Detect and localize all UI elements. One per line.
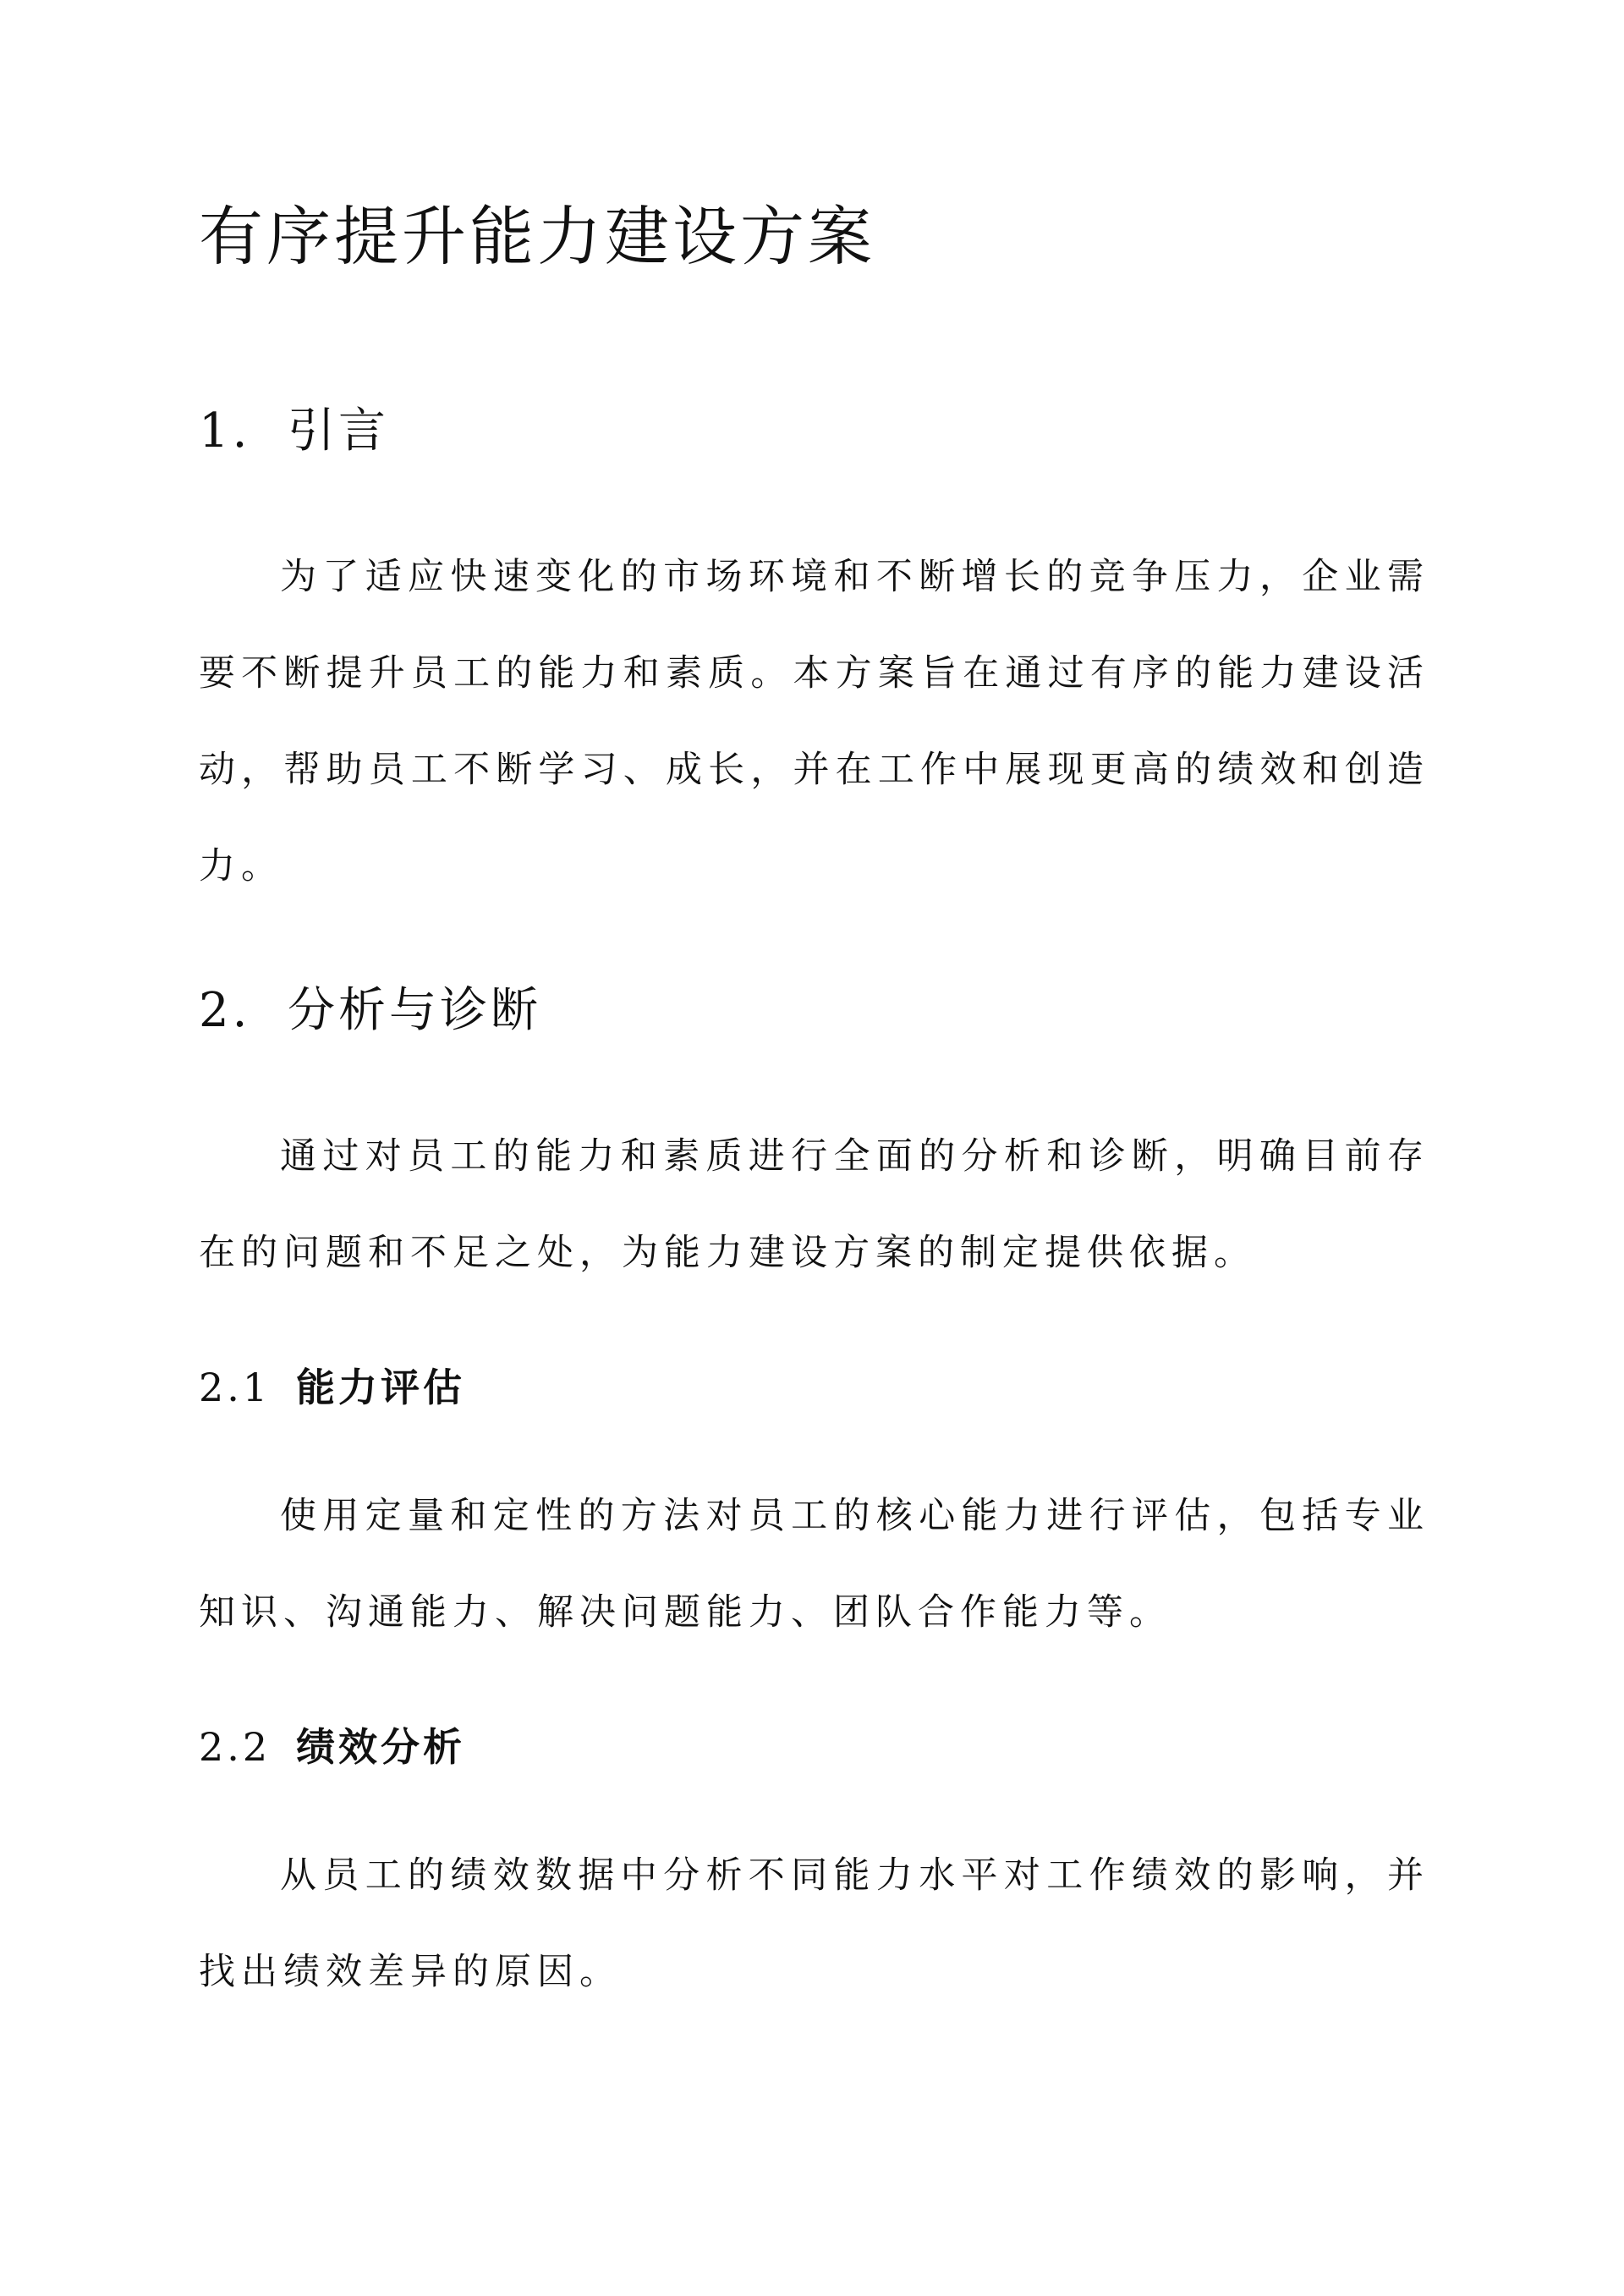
section-number: 2.: [199, 983, 251, 1038]
paragraph-analysis: 通过对员工的能力和素质进行全面的分析和诊断，明确目前存在的问题和不足之处，为能力建设方案的制定提供依据。: [199, 1135, 1429, 1274]
paragraph-introduction: 为了适应快速变化的市场环境和不断增长的竞争压力，企业需要不断提升员工的能力和素质。本方案旨在通过有序的能力建设活动，帮助员工不断学习、成长，并在工作中展现更高的绩效和创造力。: [199, 556, 1429, 887]
subsection-number: 2.2: [199, 1724, 272, 1770]
section-heading-introduction: [199, 398, 389, 465]
subsection-number: 2.1: [199, 1365, 272, 1410]
document-title: 有序提升能力建设方案: [199, 199, 875, 274]
section-title: 引言: [288, 404, 389, 459]
section-heading-analysis: [199, 977, 541, 1045]
paragraph-ability-assessment: 使用定量和定性的方法对员工的核心能力进行评估，包括专业知识、沟通能力、解决问题能力、团队合作能力等。: [199, 1495, 1429, 1634]
subsection-title: 能力评估: [296, 1365, 465, 1410]
subsection-title: 绩效分析: [296, 1724, 465, 1770]
subsection-heading-performance-analysis: [199, 1717, 465, 1777]
subsection-heading-ability-assessment: [199, 1358, 465, 1417]
section-title: 分析与诊断: [288, 983, 541, 1038]
section-number: 1.: [199, 404, 251, 459]
paragraph-performance-analysis: 从员工的绩效数据中分析不同能力水平对工作绩效的影响，并找出绩效差异的原因。: [199, 1854, 1429, 1993]
